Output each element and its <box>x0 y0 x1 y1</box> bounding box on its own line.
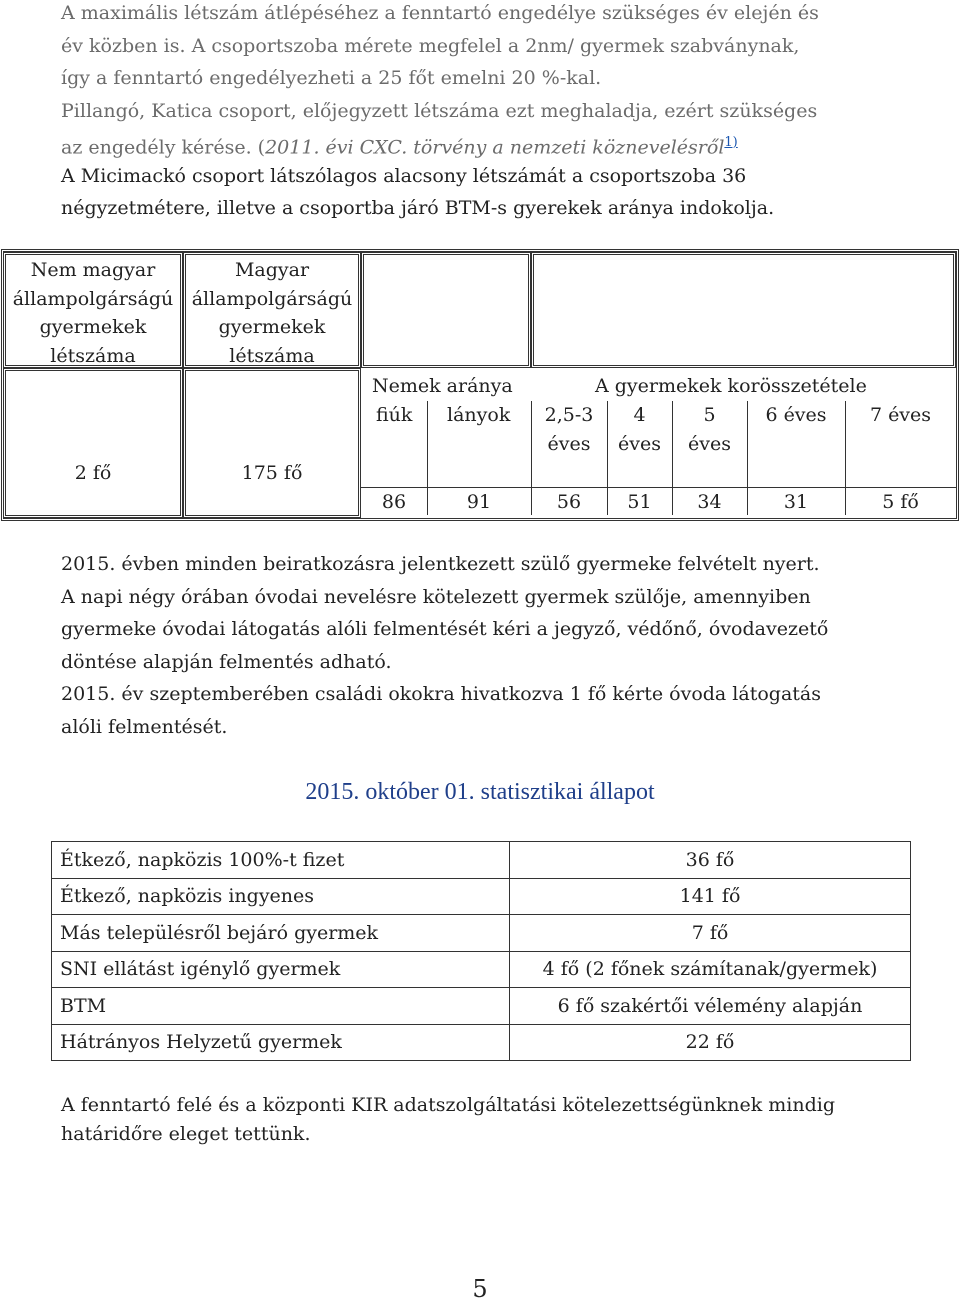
row-label: Más településről bejáró gyermek <box>52 915 510 952</box>
age-6-count: 31 <box>783 491 809 513</box>
intro-line-2: év közben is. A csoportszoba mérete megfelel a 2nm/ gyermek szabványnak, <box>61 34 800 57</box>
age-6-header: 6 éves <box>765 404 827 426</box>
age-composition-header: A gyermekek korösszetétele <box>595 375 867 397</box>
girls-header: lányok <box>447 404 511 426</box>
empty-header-cell <box>361 252 531 368</box>
row-value: 7 fő <box>510 915 911 952</box>
table-row <box>52 1024 911 1061</box>
row-value: 6 fő szakértői vélemény alapján <box>510 988 911 1025</box>
body-line-4: döntése alapján felmentés adható. <box>61 650 392 673</box>
body-line-2: A napi négy órában óvodai nevelésre kötelezett gyermek szülője, amennyiben <box>61 585 811 608</box>
row-value: 4 fő (2 főnek számítanak/gyermek) <box>510 951 911 988</box>
col1-header-cell <box>3 252 183 368</box>
col2-header-cell <box>183 252 361 368</box>
col2-header-line: gyermekek <box>218 316 326 338</box>
age-5-line: 5 <box>703 404 716 426</box>
footnote-link[interactable]: 1) <box>724 135 738 150</box>
col2-header-line: állampolgárságú <box>191 287 353 310</box>
intro-line-1: A maximális létszám átlépéséhez a fenntartó engedélye szükséges év elején és <box>61 2 819 24</box>
row-label: Hátrányos Helyzetű gyermek <box>52 1024 510 1061</box>
age-25-line: 2,5-3 <box>544 404 594 426</box>
col1-header-line: létszáma <box>50 344 136 367</box>
table-row <box>52 988 911 1025</box>
empty-header-cell <box>531 252 956 368</box>
page-number: 5 <box>472 1275 488 1303</box>
closing-line-2: határidőre eleget tettünk. <box>61 1123 311 1145</box>
age-4-count: 51 <box>627 491 652 513</box>
closing-line-1: A fenntartó felé és a központi KIR adatszolgáltatási kötelezettségünknek mindig <box>61 1094 835 1116</box>
intro-line-3: így a fenntartó engedélyezheti a 25 főt emelni 20 %-kal. <box>61 67 602 89</box>
age-5-line: éves <box>688 432 731 455</box>
age-25-header <box>531 401 607 458</box>
table-row <box>52 842 911 879</box>
girls-count: 91 <box>466 491 492 513</box>
intro-line-4: Pillangó, Katica csoport, előjegyzett létszáma ezt meghaladja, ezért szükséges <box>61 99 818 122</box>
table-row <box>52 878 911 915</box>
age-25-count: 56 <box>556 491 582 513</box>
table-row <box>52 915 911 952</box>
age-5-header <box>672 401 747 458</box>
row-value: 36 fő <box>510 842 911 879</box>
body-line-5: 2015. év szeptemberében családi okokra hivatkozva 1 fő kérte óvoda látogatás <box>61 683 821 705</box>
age-25-line: éves <box>547 432 591 455</box>
law-citation: 2011. évi CXC. törvény a nemzeti köznevelésről <box>265 136 725 159</box>
intro-line-6: A Micimackó csoport látszólagos alacsony létszámát a csoportszoba 36 <box>61 164 747 187</box>
age-7-count: 5 fő <box>882 491 919 513</box>
row-label: SNI ellátást igénylő gyermek <box>52 951 510 988</box>
col1-header-line: állampolgárságú <box>12 287 174 310</box>
row-value: 22 fő <box>510 1024 911 1061</box>
row-label: BTM <box>52 988 510 1025</box>
intro-line-7: négyzetmétere, illetve a csoportba járó BTM-s gyerekek aránya indokolja. <box>61 197 775 219</box>
table-row <box>52 951 911 988</box>
hungarian-children-count: 175 fő <box>241 462 303 484</box>
col1-header-line: Nem magyar <box>30 259 156 281</box>
age-7-header: 7 éves <box>869 404 932 426</box>
col2-header-line: Magyar <box>234 259 310 281</box>
status-table <box>51 841 911 1061</box>
age-5-count: 34 <box>697 491 722 513</box>
boys-header: fiúk <box>376 404 413 426</box>
body-line-1: 2015. évben minden beiratkozásra jelentkezett szülő gyermeke felvételt nyert. <box>61 553 820 575</box>
body-line-3: gyermeke óvodai látogatás alóli felmentését kéri a jegyző, védőnő, óvodavezető <box>61 618 829 640</box>
age-4-line: 4 <box>633 404 646 426</box>
age-4-header <box>607 401 672 458</box>
gender-ratio-header: Nemek aránya <box>372 375 513 397</box>
intro-line-5-text: az engedély kérése. ( <box>61 136 266 159</box>
body-line-6: alóli felmentését. <box>61 715 228 738</box>
age-4-line: éves <box>618 432 661 455</box>
row-label: Étkező, napközis ingyenes <box>52 878 510 915</box>
foreign-children-count: 2 fő <box>74 462 112 484</box>
boys-count: 86 <box>381 491 407 513</box>
col2-value-cell <box>183 368 361 518</box>
section-heading: 2015. október 01. statisztikai állapot <box>305 779 655 805</box>
col1-value-cell <box>3 368 183 518</box>
row-value: 141 fő <box>510 878 911 915</box>
col1-header-line: gyermekek <box>39 316 147 338</box>
row-label: Étkező, napközis 100%-t fizet <box>52 842 510 879</box>
intro-line-5 <box>61 127 891 164</box>
col2-header-line: létszáma <box>229 344 315 367</box>
